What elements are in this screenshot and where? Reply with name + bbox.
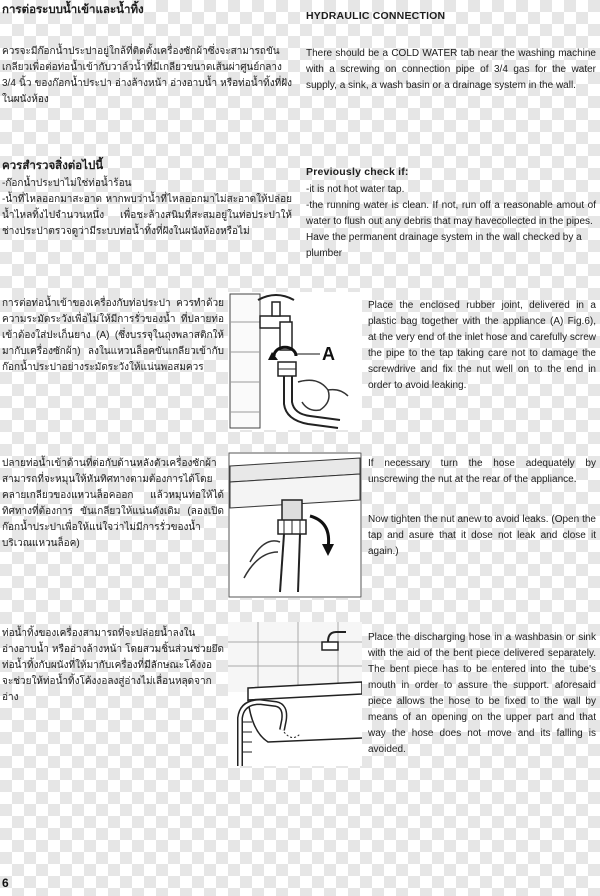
eng-check-list xyxy=(306,182,596,262)
thai-text-connection: ควรจะมีก๊อกน้ำประปาอยู่ใกล้ที่ติดตั้งเครื่องซักผ้าซึ่งจะสามารถขันเกลียวเพื่อต่อท่อน้ำเข้ากับวาล์วน้ำที่มีเกลียวขนาดเส้นผ่าศูนย์กลาง 3/4 นิ้ว ของก๊อกน้ำประปา อ่างล้างหน้า อ่างอาบน้ำ หรือท่อน้ำทิ้งที่ฝังในผนังห้อง xyxy=(2,46,292,105)
thai-text-inlet: การต่อท่อน้ำเข้าของเครื่องกับท่อประปา ควรทำด้วยความระมัดระวังเพื่อไม่ให้มีการรั่วของน้ำ ที่ปลายท่อเข้าต้องใส่ปะเก็นยาง (A) (ซึ่งบรรจุในถุงพลาสติกให้มากับเครื่องซักผ้า) ลงในแหวนล็อคขันเกลียวเข้ากับก๊อกน้ำประปาอย่างระมัดระวังให้แน่นพอสมควร xyxy=(2,298,224,373)
thai-check-item: -น้ำที่ไหลออกมาสะอาด หากพบว่าน้ำที่ไหลออกมาไม่สะอาดให้ปล่อยน้ำไหลทิ้งไปจำนวนหนึ่ง เพื่อชะล้างสนิมที่สะสมอยู่ในท่อประปาให้ช่างประปาตรวจดูว่ามีระบบท่อน้ำทิ้งที่ฝังในผนังห้องหรือไม่ xyxy=(2,194,292,237)
discharge-hose-figure xyxy=(228,622,362,766)
eng-text-hydraulic: There should be a COLD WATER tab near the washing machine with a screwing on connection pipe of 3/4 gas for the water supply, a sink, a wash basin or a drainage system in the wall. xyxy=(306,48,596,91)
tap-hose-illustration xyxy=(228,292,362,430)
thai-text-rotate-hose: ปลายท่อน้ำเข้าด้านที่ต่อกับด้านหลังตัวเครื่องซักผ้าสามารถที่จะหมุนให้หันทิศทางตามต้องการได้โดยคลายเกลียวของแหวนล็อคออก แล้วหมุนท่อให้ได้ทิศทางที่ต้องการ ขันเกลียวให้แน่นดังเดิม (ลองเปิดก๊อกน้ำประปาเพื่อให้แน่ใจว่าไม่มีการรั่วของน้ำบริเวณแหวนล็อค) xyxy=(2,458,224,549)
thai-title-check: ควรสำรวจสิ่งต่อไปนี้ xyxy=(2,160,104,172)
rear-nut-illustration xyxy=(228,452,362,598)
eng-check-item: -it is not hot water tap. xyxy=(306,184,405,195)
eng-title-hydraulic: HYDRAULIC CONNECTION xyxy=(306,10,446,22)
eng-text-rotate-hose-2: Now tighten the nut anew to avoid leaks. (Open the tap and asure that it dose not leak and close it again.) xyxy=(368,514,596,557)
thai-check-item: -ก๊อกน้ำประปาไม่ใช่ท่อน้ำร้อน xyxy=(2,178,132,189)
drain-hose-illustration xyxy=(228,622,362,766)
rear-hose-figure xyxy=(228,452,362,598)
eng-text-discharge: Place the discharging hose in a washbasin or sink with the aid of the bent piece delivered separately. The bent piece has to be entered into the tube's mouth in order to assure the support. aforesaid piece allows the hose to be fixed to the wall by means of an opening on the upper part and that way the hose does not move and its falling is avoided. xyxy=(368,632,596,755)
thai-check-list xyxy=(2,176,292,240)
page-number: 6 xyxy=(2,876,9,890)
eng-check-item: Have the permanent drainage system in the wall checked by a plumber xyxy=(306,232,582,259)
eng-title-check: Previously check if: xyxy=(306,166,409,178)
thai-title-connection: การต่อระบบน้ำเข้าและน้ำทิ้ง xyxy=(2,4,144,16)
figure-label-a: A xyxy=(322,344,335,364)
eng-check-item: -the running water is clean. If not, run off a reasonable amout of water to flush out any debris that may havecollected in the pipes. xyxy=(306,200,596,227)
thai-text-discharge: ท่อน้ำทิ้งของเครื่องสามารถที่จะปล่อยน้ำลงในอ่างอาบน้ำ หรืออ่างล้างหน้า โดยสวมชิ้นส่วนช่วยยึดท่อน้ำทิ้งกับผนังที่ให้มากับเครื่องที่มีลักษณะโค้งงอ จะช่วยให้ท่อน้ำทิ้งโค้งงอลงสู่อ่างไม่เลื่อนหลุดจากอ่าง xyxy=(2,628,224,703)
eng-text-rotate-hose-1: If necessary turn the hose adequately by unscrewing the nut at the rear of the appliance. xyxy=(368,458,596,485)
inlet-hose-figure xyxy=(228,292,362,430)
eng-text-inlet: Place the enclosed rubber joint, delivered in a plastic bag together with the appliance (A) Fig.6), at the very end of the inlet hose and carefully screw the pipe to the tap taking care not to damage the screwdrive and fix the nut well on to the end in order to avoid leaking. xyxy=(368,300,596,391)
